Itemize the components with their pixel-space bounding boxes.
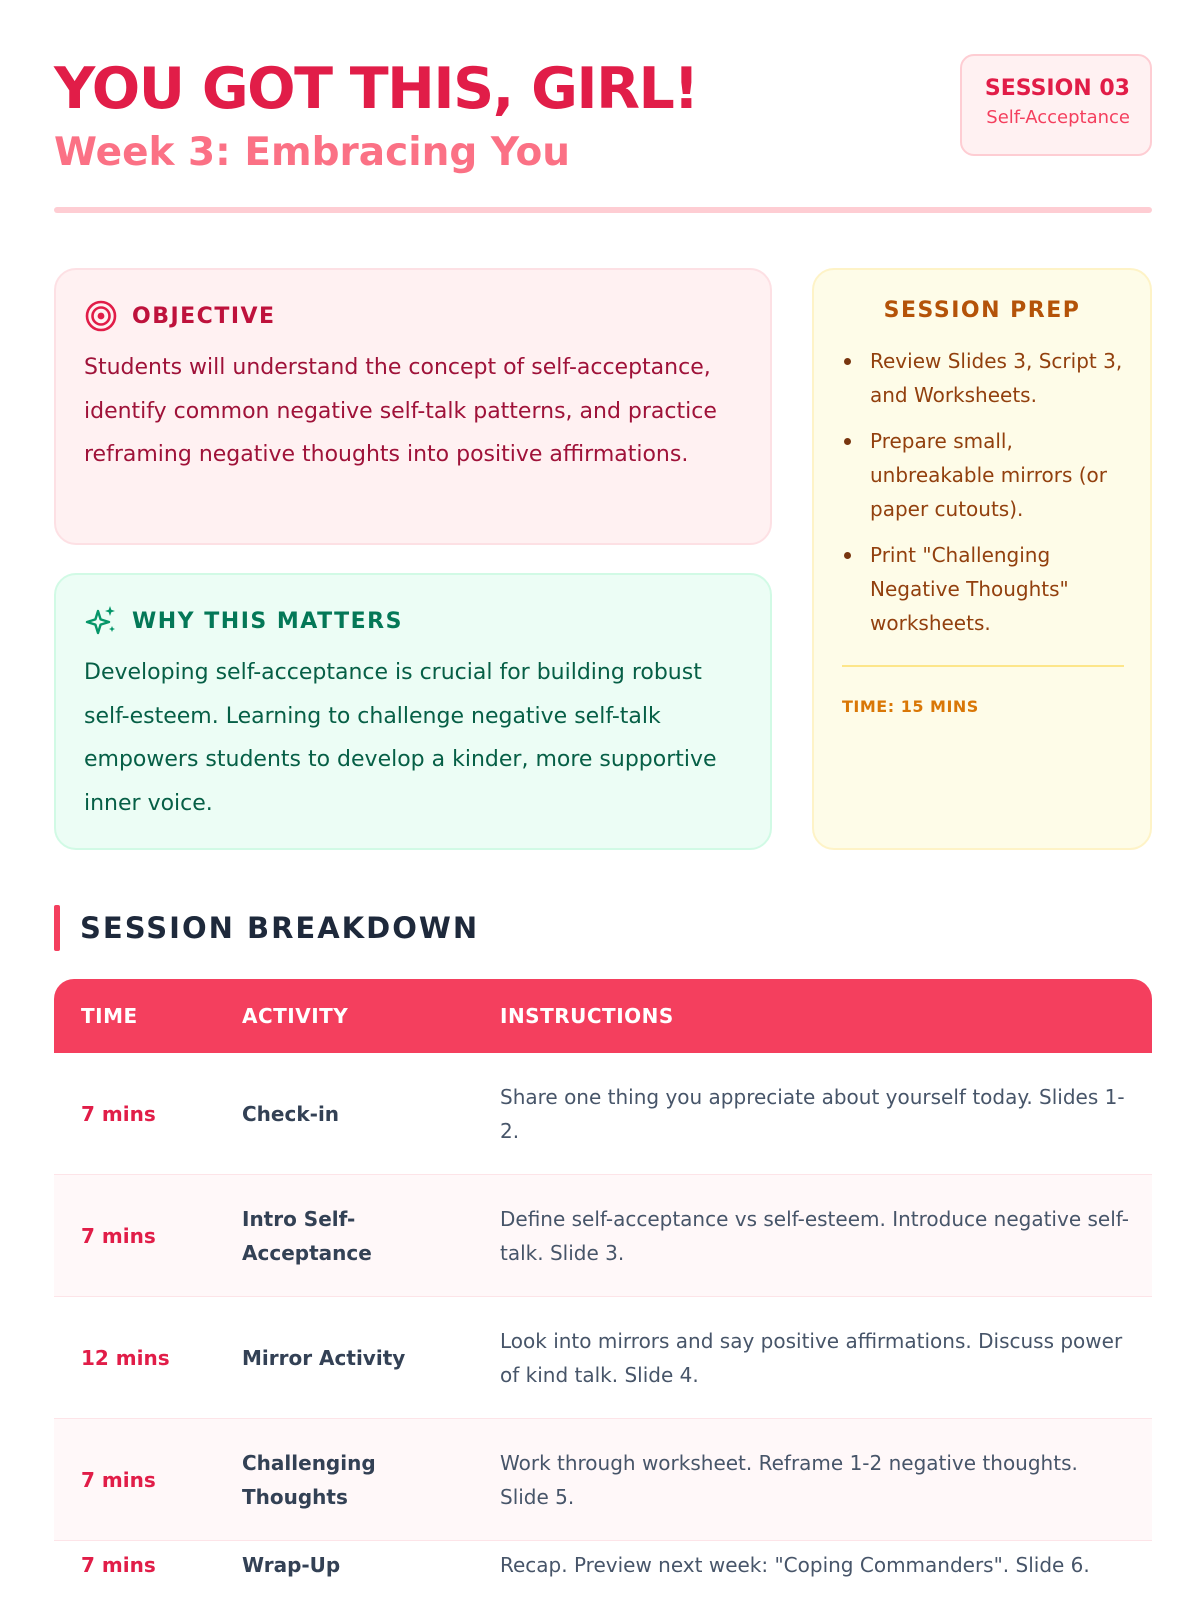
session-breakdown-heading <box>54 905 479 951</box>
sparkles-icon <box>84 604 118 638</box>
session-number: SESSION 03 <box>984 76 1130 101</box>
row-time: 7 mins <box>81 1224 156 1248</box>
objective-heading <box>84 298 276 334</box>
table-row <box>54 1297 1152 1419</box>
column-header-activity: ACTIVITY <box>242 1004 349 1028</box>
section-title: SESSION BREAKDOWN <box>80 911 480 945</box>
page-subtitle: Week 3: Embracing You <box>54 130 571 175</box>
row-activity: Wrap-Up <box>242 1553 341 1577</box>
prep-item: Prepare small, unbreakable mirrors (or paper cutouts). <box>842 424 1124 526</box>
target-icon <box>84 299 118 333</box>
table-row <box>54 1053 1152 1175</box>
session-prep-list <box>842 344 1124 652</box>
why-matters-card <box>54 573 772 850</box>
session-breakdown-table <box>54 979 1152 1600</box>
row-activity: Challenging Thoughts <box>242 1451 376 1509</box>
row-instructions: Recap. Preview next week: "Coping Commanders". Slide 6. <box>500 1553 1090 1577</box>
prep-item: Review Slides 3, Script 3, and Worksheets. <box>842 344 1124 412</box>
table-row <box>54 1175 1152 1297</box>
why-matters-heading <box>84 603 403 639</box>
why-matters-label: WHY THIS MATTERS <box>132 608 403 634</box>
page-title: YOU GOT THIS, GIRL! <box>54 56 698 122</box>
session-topic: Self-Acceptance <box>986 107 1130 128</box>
row-instructions: Work through worksheet. Reframe 1-2 negative thoughts. Slide 5. <box>500 1451 1078 1509</box>
prep-item: Print "Challenging Negative Thoughts" worksheets. <box>842 538 1124 640</box>
objective-card <box>54 268 772 545</box>
row-time: 7 mins <box>81 1553 156 1577</box>
row-time: 7 mins <box>81 1102 156 1126</box>
session-badge <box>960 54 1152 156</box>
objective-text: Students will understand the concept of self-acceptance, identify common negative self-talk patterns, and practice reframing negative thoughts into positive affirmations. <box>84 355 717 467</box>
row-time: 7 mins <box>81 1468 156 1492</box>
row-activity: Intro Self-Acceptance <box>242 1207 372 1265</box>
row-instructions: Define self-acceptance vs self-esteem. Introduce negative self-talk. Slide 3. <box>500 1207 1129 1265</box>
table-row <box>54 1504 1152 1600</box>
prep-divider <box>842 665 1124 667</box>
objective-label: OBJECTIVE <box>132 303 276 329</box>
page-header <box>54 52 1152 212</box>
row-instructions: Share one thing you appreciate about yourself today. Slides 1-2. <box>500 1085 1125 1143</box>
row-time: 12 mins <box>81 1346 170 1370</box>
session-prep-title: SESSION PREP <box>883 298 1081 323</box>
section-accent-bar <box>54 905 60 951</box>
prep-time: TIME: 15 MINS <box>842 697 979 716</box>
row-instructions: Look into mirrors and say positive affirmations. Discuss power of kind talk. Slide 4. <box>500 1329 1123 1387</box>
row-activity: Mirror Activity <box>242 1346 406 1370</box>
table-header <box>54 979 1152 1053</box>
column-header-instructions: INSTRUCTIONS <box>500 1004 674 1028</box>
row-activity: Check-in <box>242 1102 340 1126</box>
column-header-time: TIME <box>81 1004 138 1028</box>
session-prep-card <box>812 268 1152 850</box>
why-matters-text: Developing self-acceptance is crucial for building robust self-esteem. Learning to challenge negative self-talk empowers students to develop a kinder, more supportive inner voice. <box>84 660 717 816</box>
header-divider <box>54 207 1152 213</box>
